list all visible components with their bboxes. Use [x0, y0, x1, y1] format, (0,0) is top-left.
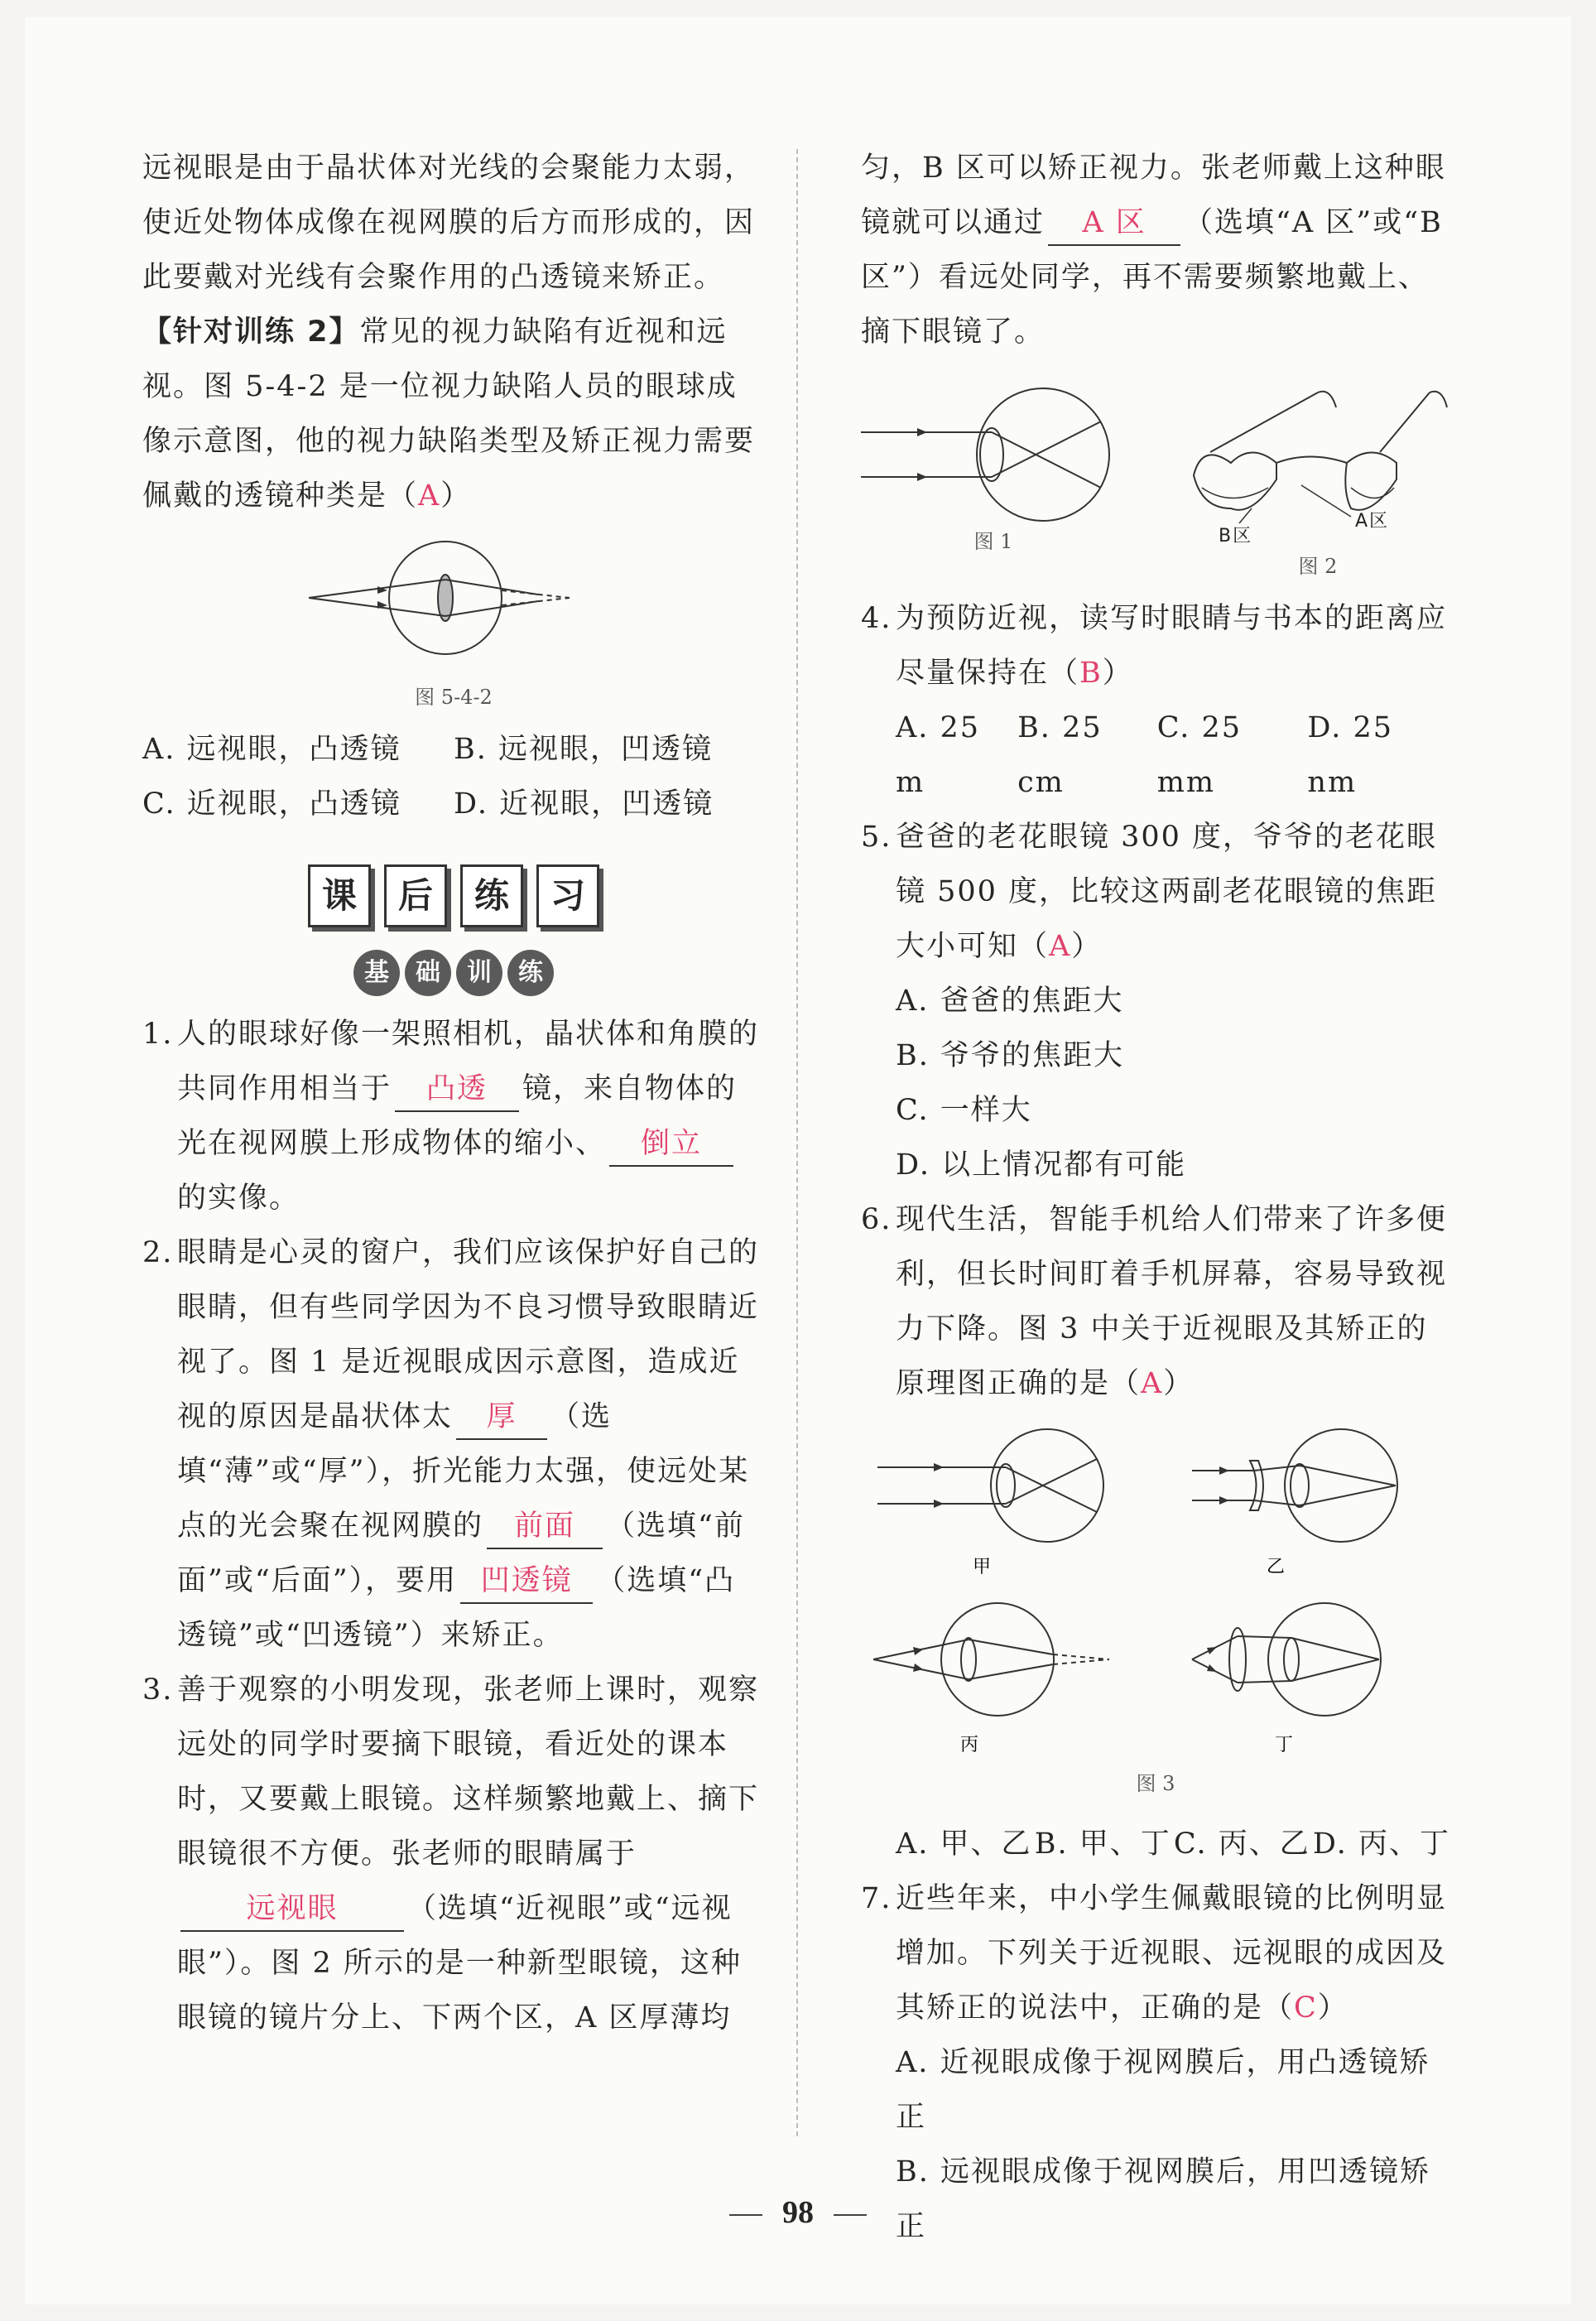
- question-3: 3. 善于观察的小明发现，张老师上课时，观察远处的同学时要摘下眼镜，看近处的课本时，又要戴上眼镜。这样频繁地戴上、摘下眼镜很不方便。张老师的眼睛属于远视眼 （选填“近视眼”或“远视眼”）。图 2 所示的是一种新型眼镜，这种眼镜的镜片分上、下两个区，A 区厚薄均: [142, 1673, 760, 2034]
- q2-blank-2: 前面: [487, 1505, 603, 1549]
- subsection-title: [142, 944, 765, 999]
- q2-blank-3: 凹透镜: [460, 1559, 593, 1604]
- subsection-char: 训: [456, 950, 502, 996]
- section-char: 课: [308, 864, 371, 927]
- section-char: 练: [460, 864, 523, 927]
- q6-option-b: B. 甲、丁: [1034, 1827, 1171, 1861]
- fig3-jia: [877, 1429, 1103, 1577]
- figure-5-4-2: [142, 532, 765, 714]
- q1-blank-1: 凸透: [395, 1067, 519, 1112]
- fig3-label-bing: 丙: [960, 1735, 981, 1755]
- fig3-label-jia: 甲: [973, 1557, 993, 1577]
- section-title: [142, 864, 765, 927]
- figure-3-diagrams: [861, 1419, 1450, 1767]
- train2-option-c: C. 近视眼，凸透镜: [142, 787, 401, 821]
- q6-option-d: D. 丙、丁: [1312, 1827, 1450, 1861]
- train2-options-row2: [142, 777, 765, 831]
- q3-blank-2: A 区: [1048, 201, 1180, 246]
- q4-answer: B: [1079, 657, 1103, 690]
- fig3-yi: [1192, 1429, 1397, 1577]
- train2-option-b: B. 远视眼，凹透镜: [454, 733, 713, 766]
- eye-diagram: [305, 532, 603, 681]
- subsection-char: 础: [405, 950, 451, 996]
- a-zone-label: A区: [1355, 511, 1390, 532]
- subsection-char: 练: [507, 950, 554, 996]
- q1-blank-2: 倒立: [609, 1122, 733, 1167]
- fig3-ding: [1192, 1603, 1381, 1755]
- q7-answer: C: [1294, 1991, 1318, 2025]
- q6-options: [861, 1817, 1450, 1871]
- train2-tag: 【针对训练 2】: [142, 315, 360, 349]
- question-5: 5. 爸爸的老花眼镜 300 度，爷爷的老花眼镜 500 度，比较这两副老花眼镜的焦距大小可知（A）: [861, 821, 1438, 963]
- q5-option-c: C. 一样大: [896, 1094, 1032, 1127]
- q7-option-a: A. 近视眼成像于视网膜后，用凸透镜矫正: [896, 2046, 1430, 2134]
- intro-text: 远视眼是由于晶状体对光线的会聚能力太弱，使近处物体成像在视网膜的后方而形成的，因此要戴对光线有会聚作用的凸透镜来矫正。: [142, 152, 756, 294]
- q5-option-a: A. 爸爸的焦距大: [896, 985, 1124, 1018]
- figure-1: [861, 384, 1126, 583]
- train2-answer: A: [418, 479, 441, 513]
- column-divider: [796, 149, 798, 2136]
- q6-answer: A: [1141, 1367, 1164, 1400]
- section-char: 后: [384, 864, 447, 927]
- figure-3-caption: 图 3: [1136, 1772, 1175, 1795]
- question-1: 1. 人的眼球好像一架照相机，晶状体和角膜的共同作用相当于 凸透 镜，来自物体的光在视网膜上形成物体的缩小、 倒立的实像。: [142, 1018, 760, 1215]
- train2-question: 【针对训练 2】常见的视力缺陷有近视和远视。图 5-4-2 是一位视力缺陷人员的眼球成像示意图，他的视力缺陷类型及矫正视力需要佩戴的透镜种类是（A）: [142, 315, 756, 513]
- figure-5-4-2-caption: 图 5-4-2: [415, 686, 493, 709]
- subsection-char: 基: [353, 950, 400, 996]
- figures-1-2: [861, 384, 1450, 583]
- q4-options: [861, 701, 1450, 810]
- left-column: [142, 141, 765, 2045]
- section-char: 习: [536, 864, 599, 927]
- bifocal-glasses-diagram: [1185, 384, 1450, 550]
- figure-1-caption: 图 1: [973, 530, 1013, 553]
- train2-options-row1: [142, 722, 765, 777]
- q4-option-d: D. 25 nm: [1307, 711, 1394, 799]
- q5-answer: A: [1049, 930, 1072, 963]
- myopia-cause-diagram: [861, 384, 1126, 525]
- q6-option-c: C. 丙、乙: [1173, 1827, 1310, 1861]
- train2-option-d: D. 近视眼，凹透镜: [454, 787, 714, 821]
- q2-blank-1: 厚: [456, 1395, 547, 1440]
- q4-option-c: C. 25 mm: [1156, 711, 1243, 799]
- right-column: [861, 141, 1450, 2254]
- question-3-continued: 匀，B 区可以矫正视力。张老师戴上这种眼镜就可以通过 A 区 （选填“A 区”或“B 区”）看远处同学，再不需要频繁地戴上、摘下眼镜了。: [861, 152, 1446, 349]
- train2-option-a: A. 远视眼，凸透镜: [142, 733, 401, 766]
- page-number: 98: [0, 2194, 1596, 2231]
- figure-2: [1185, 384, 1450, 583]
- question-4: 4. 为预防近视，读写时眼睛与书本的距离应尽量保持在（B）: [861, 602, 1448, 690]
- figure-2-caption: 图 2: [1298, 555, 1338, 578]
- q4-option-a: A. 25 m: [896, 711, 981, 799]
- q5-option-b: B. 爷爷的焦距大: [896, 1039, 1124, 1072]
- fig3-label-yi: 乙: [1267, 1557, 1287, 1577]
- q5-option-d: D. 以上情况都有可能: [896, 1148, 1187, 1182]
- q3-blank-1: 远视眼: [180, 1887, 404, 1932]
- question-7: 7. 近些年来，中小学生佩戴眼镜的比例明显增加。下列关于近视眼、远视眼的成因及其矫正的说法中，正确的是（C）: [861, 1882, 1448, 2025]
- q4-option-b: B. 25 cm: [1017, 711, 1103, 799]
- b-zone-label: B区: [1219, 526, 1253, 547]
- q7-option-b: B. 远视眼成像于视网膜后，用凹透镜矫正: [896, 2155, 1430, 2243]
- fig3-bing: [873, 1603, 1109, 1755]
- question-2: 2. 眼睛是心灵的窗户，我们应该保护好自己的眼睛，但有些同学因为不良习惯导致眼睛近视了。图 1 是近视眼成因示意图，造成近视的原因是晶状体太 厚 （选填“薄”或“厚”），折光能力太强，使远处某点的光会聚在视网膜的 前面 （选填“前面”或“后面”），要用 凹透镜 （选填“凸透镜”或“凹透镜”）来矫正。: [142, 1236, 760, 1652]
- fig3-label-ding: 丁: [1275, 1735, 1296, 1755]
- question-6: 6. 现代生活，智能手机给人们带来了许多便利，但长时间盯着手机屏幕，容易导致视力下降。图 3 中关于近视眼及其矫正的原理图正确的是（A）: [861, 1203, 1448, 1400]
- figure-3: [861, 1419, 1450, 1800]
- q6-option-a: A. 甲、乙: [896, 1827, 1032, 1861]
